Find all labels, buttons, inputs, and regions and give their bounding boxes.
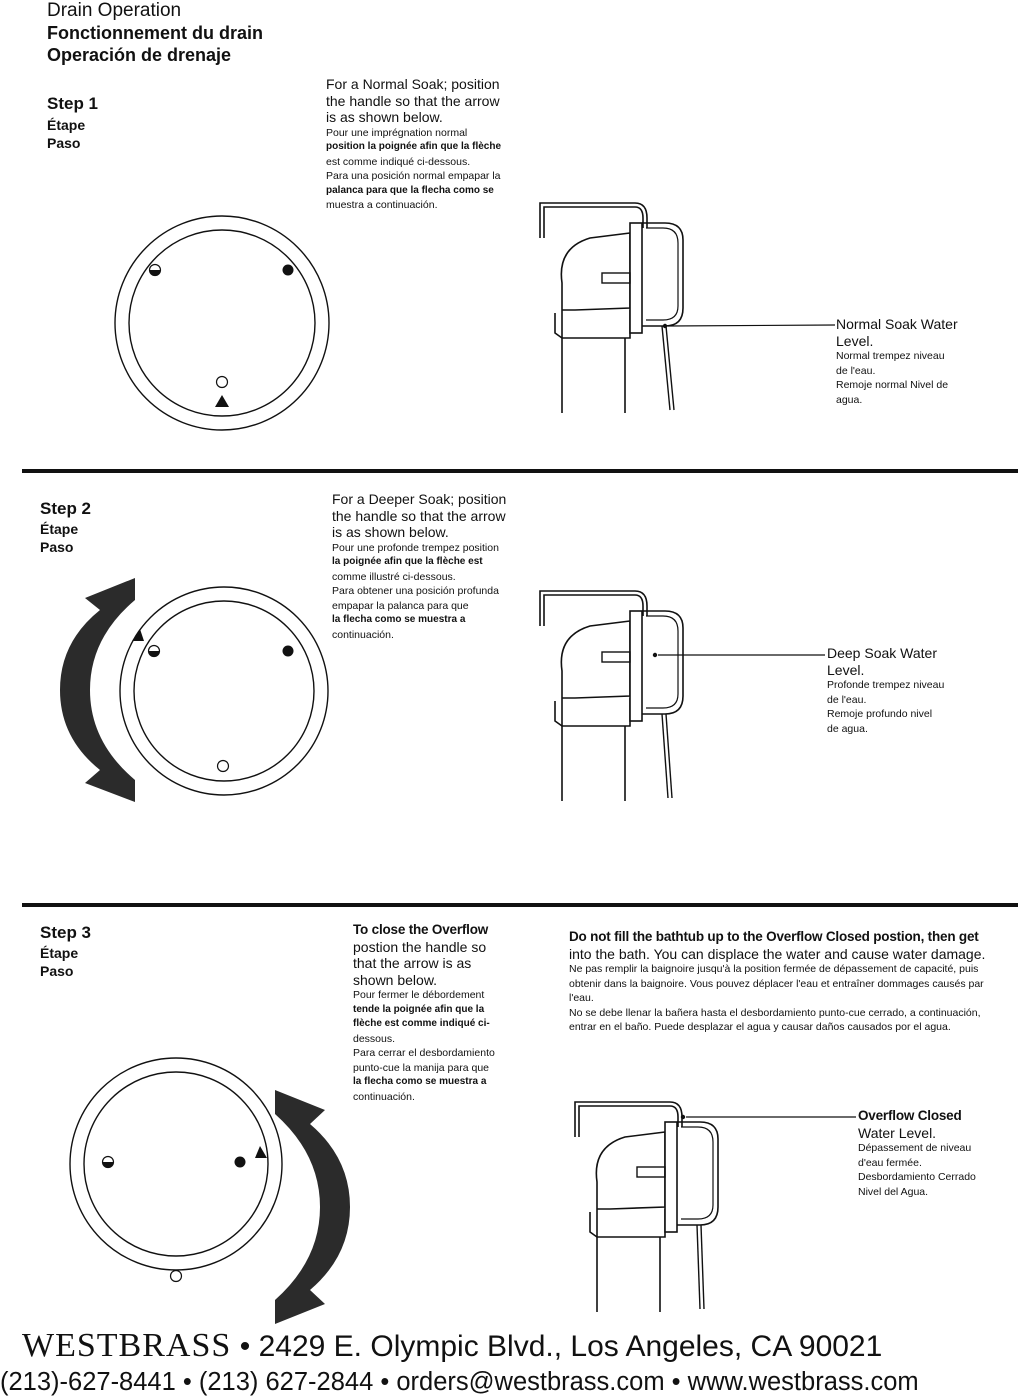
divider bbox=[22, 469, 1018, 473]
step3-instr-line: To close the Overflow bbox=[353, 922, 489, 937]
step2-level-line: Level. bbox=[827, 661, 865, 678]
step1-instr-fr: Pour une imprégnation normal bbox=[326, 126, 468, 139]
arrow-marker-icon bbox=[215, 395, 229, 407]
step2-drain-dial bbox=[118, 583, 333, 803]
step2-label-es: Paso bbox=[40, 539, 74, 555]
step3-instr-es: punto-cue la manija para que bbox=[353, 1061, 490, 1074]
step1-instructions bbox=[326, 76, 501, 213]
step3-level-line: Overflow Closed bbox=[858, 1108, 962, 1123]
page-title: Drain Operation bbox=[47, 0, 182, 21]
step3-warning-fr: l'eau. bbox=[569, 992, 594, 1004]
step3-warning-bold: Do not fill the bathtub up to the Overflow Closed postion, then get bbox=[569, 929, 979, 944]
step2-level-es: Remoje profundo nivel bbox=[827, 708, 933, 720]
step2-instr-fr: la poignée afin que la flèche est bbox=[332, 556, 483, 567]
step3-instr-fr: Pour fermer le débordement bbox=[353, 989, 485, 1001]
step2-level-line: Deep Soak Water bbox=[827, 645, 937, 661]
step1-level-fr: de l'eau. bbox=[836, 364, 876, 377]
step3-instr-fr: flèche est comme indiqué ci- bbox=[353, 1018, 490, 1029]
step3-warning-es: No se debe llenar la bañera hasta el desbordamiento punto-cue cerrado, a continuación, bbox=[569, 1006, 981, 1019]
footer-brand: WESTBRASS bbox=[22, 1327, 232, 1364]
open-dot-icon bbox=[217, 377, 228, 388]
step3-instr-es: la flecha como se muestra a bbox=[353, 1076, 487, 1087]
step2-instr-fr: Pour une profonde trempez position bbox=[332, 541, 499, 554]
step3-instructions bbox=[353, 922, 495, 1104]
open-dot-icon bbox=[218, 761, 229, 772]
step2-water-level-label bbox=[827, 645, 944, 736]
step1-drain-dial bbox=[110, 223, 340, 423]
half-dot-icon bbox=[103, 1157, 114, 1168]
step3-instr-line: shown below. bbox=[353, 971, 438, 988]
step1-level-line: Level. bbox=[836, 332, 874, 349]
step1-instr-line: For a Normal Soak; position bbox=[326, 76, 500, 92]
step3-instr-fr: tende la poignée afin que la bbox=[353, 1003, 485, 1015]
step1-level-es: Remoje normal Nivel de bbox=[836, 379, 949, 391]
step1-label: Step 1 bbox=[47, 94, 99, 113]
step3-warning-fr: obtenir dans la baignoire. Vous pouvez déplacer l'eau et entraîner dommages causés par bbox=[569, 977, 984, 990]
page-title-es: Operación de drenaje bbox=[47, 45, 232, 65]
step2-level-fr: Profonde trempez niveau bbox=[827, 679, 945, 691]
step3-warning-line: into the bath. You can displace the water and cause water damage. bbox=[569, 945, 986, 962]
filled-dot-icon bbox=[283, 646, 294, 657]
step2-level-es: de agua. bbox=[827, 722, 868, 735]
step1-level-fr: Normal trempez niveau bbox=[836, 350, 945, 362]
step2-instr-es: Para obtener una posición profunda bbox=[332, 585, 499, 597]
step3-warning-es: entrar en el baño. Puede desplazar el agua y causar daños causados por el agua. bbox=[569, 1021, 951, 1033]
step2-instr-line: For a Deeper Soak; position bbox=[332, 491, 507, 507]
step3-water-level-label bbox=[858, 1108, 976, 1199]
step2-instr-line: is as shown below. bbox=[332, 524, 449, 540]
step2-label-fr: Étape bbox=[40, 521, 79, 537]
step1-instr-es: palanca para que la flecha como se bbox=[326, 184, 494, 196]
filled-dot-icon bbox=[235, 1157, 246, 1168]
page-title-fr: Fonctionnement du drain bbox=[47, 23, 263, 43]
step3-overflow-diagram bbox=[570, 1097, 750, 1312]
step3-warning-fr: Ne pas remplir la baignoire jusqu'à la position fermée de dépassement de capacité, puis bbox=[569, 963, 979, 975]
step2-instructions bbox=[332, 491, 506, 642]
filled-dot-icon bbox=[283, 265, 294, 276]
step2-instr-es: empapar la palanca para que bbox=[332, 599, 469, 612]
step1-label-es: Paso bbox=[47, 135, 81, 151]
step3-level-es: Nivel del Agua. bbox=[858, 1185, 929, 1198]
step1-instr-es: Para una posición normal empapar la bbox=[326, 170, 501, 182]
step2-instr-fr: comme illustré ci-dessous. bbox=[332, 570, 456, 583]
step3-level-es: Desbordamiento Cerrado bbox=[858, 1171, 976, 1183]
step3-level-fr: d'eau fermée. bbox=[858, 1156, 922, 1169]
step1-overflow-diagram bbox=[535, 198, 715, 413]
step1-level-es: agua. bbox=[836, 393, 863, 406]
step3-warning bbox=[569, 929, 1009, 1035]
step3-instr-line: that the arrow is as bbox=[353, 955, 472, 971]
arrow-marker-icon bbox=[132, 629, 144, 641]
step3-drain-dial bbox=[70, 1052, 285, 1292]
step3-label-es: Paso bbox=[40, 963, 74, 979]
step3-rotate-arrow-icon bbox=[265, 1090, 355, 1325]
divider bbox=[22, 903, 1018, 907]
step3-label-fr: Étape bbox=[40, 945, 79, 961]
half-dot-icon bbox=[150, 265, 161, 276]
footer-contact: (213)-627-8441 • (213) 627-2844 • orders@westbrass.com • www.westbrass.com bbox=[0, 1368, 919, 1396]
step3-level-fr: Dépassement de niveau bbox=[858, 1142, 972, 1154]
step2-overflow-diagram bbox=[535, 586, 715, 801]
step2-label: Step 2 bbox=[40, 499, 92, 518]
step1-instr-es: muestra a continuación. bbox=[326, 199, 438, 211]
footer-address: • 2429 E. Olympic Blvd., Los Angeles, CA 90021 bbox=[239, 1330, 883, 1363]
step3-instr-line: postion the handle so bbox=[353, 938, 487, 955]
step3-level-line: Water Level. bbox=[858, 1124, 937, 1141]
open-dot-icon bbox=[171, 1271, 182, 1282]
step3-instr-fr: dessous. bbox=[353, 1032, 396, 1045]
step1-level-line: Normal Soak Water bbox=[836, 316, 958, 332]
step3-label: Step 3 bbox=[40, 923, 92, 942]
step1-label-fr: Étape bbox=[47, 117, 86, 133]
step1-water-level-label bbox=[836, 316, 958, 407]
step2-instr-line: the handle so that the arrow bbox=[332, 507, 506, 524]
footer-address-line bbox=[22, 1327, 882, 1366]
step1-instr-line: the handle so that the arrow bbox=[326, 92, 500, 109]
step1-instr-fr: est comme indiqué ci-dessous. bbox=[326, 155, 471, 168]
step3-instr-es: Para cerrar el desbordamiento bbox=[353, 1047, 495, 1059]
step1-instr-fr: position la poignée afin que la flèche bbox=[326, 141, 502, 152]
step1-instr-line: is as shown below. bbox=[326, 109, 443, 125]
half-dot-icon bbox=[149, 646, 160, 657]
step3-instr-es: continuación. bbox=[353, 1090, 415, 1103]
step2-level-fr: de l'eau. bbox=[827, 693, 867, 706]
step2-instr-es: la flecha como se muestra a bbox=[332, 614, 466, 625]
step2-instr-es: continuación. bbox=[332, 628, 394, 641]
